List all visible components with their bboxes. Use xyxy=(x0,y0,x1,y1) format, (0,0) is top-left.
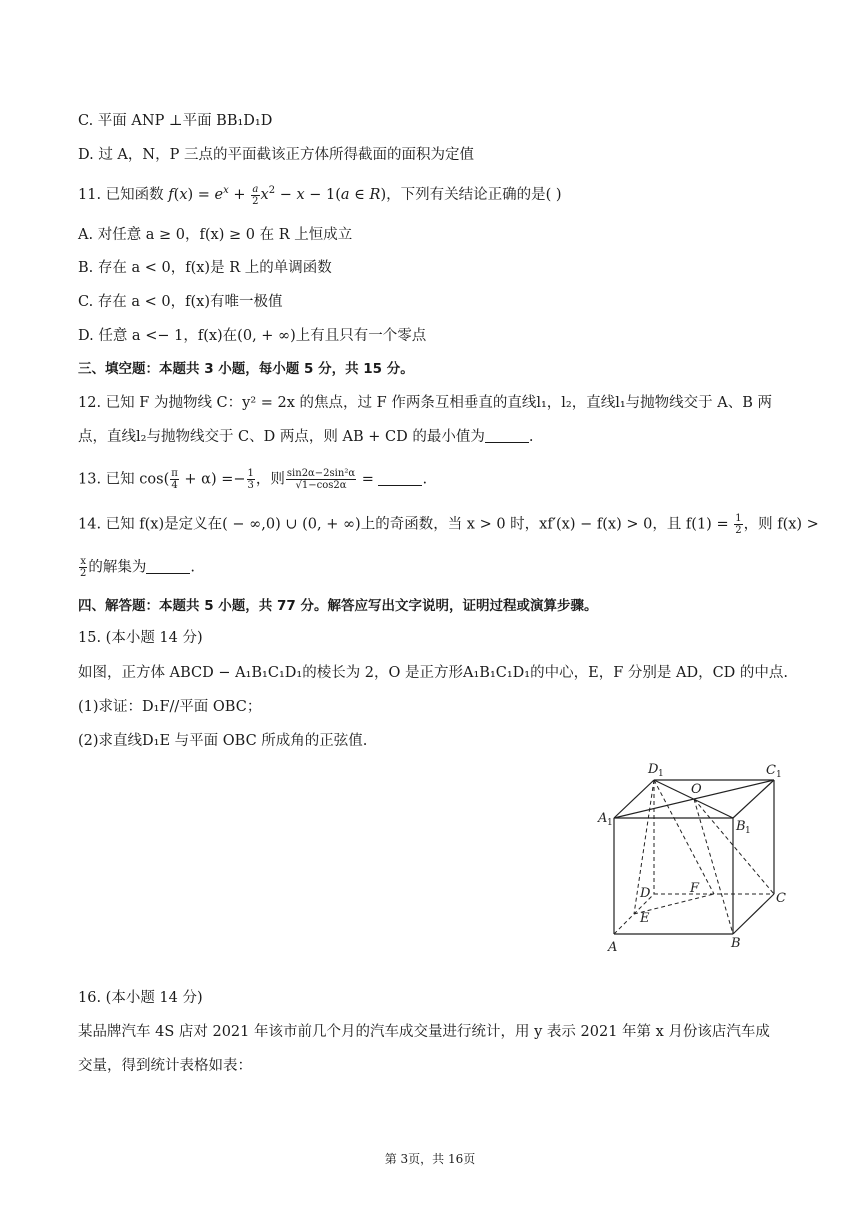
q15-header: 15. (本小题 14 分) xyxy=(78,630,203,646)
label-c1: C xyxy=(766,763,776,778)
q16-line-2: 交量，得到统计表格如表： xyxy=(78,1058,252,1074)
label-e: E xyxy=(640,911,650,926)
q14-line-1-end: ，则 f(x) > xyxy=(743,516,819,533)
section-4-heading: 四、解答题：本题共 5 小题，共 77 分。解答应写出文字说明，证明过程或演算步骤。 xyxy=(78,598,598,614)
q13-equals: = xyxy=(357,471,379,488)
label-d: D xyxy=(640,886,651,901)
label-a1: A xyxy=(598,811,608,826)
q11-function-formula: $f(x) = e^x$ + $\frac{a}{2}$ $x^2 - x - 1(a$ ∈ R) xyxy=(168,183,387,207)
q12-line-1: 12. 已知 F 为抛物线 C：y² = 2x 的焦点，过 F 作两条互相垂直的直线l₁，l₂，直线l₁与抛物线交于 A、B 两 xyxy=(78,395,773,411)
q12-line-2-end: . xyxy=(528,429,534,445)
q14-line-2-end: . xyxy=(190,559,195,576)
q14-line-2-text: 的解集为 xyxy=(88,559,147,576)
q16-line-1: 某品牌汽车 4S 店对 2021 年该市前几个月的汽车成交量进行统计，用 y 表示 2021 年第 x 月份该店汽车成 xyxy=(78,1024,770,1040)
label-c1-sub: 1 xyxy=(776,770,782,780)
label-a1-sub: 1 xyxy=(607,818,613,828)
q12-line-2-text: 点，直线l₂与抛物线交于 C、D 两点，则 AB + CD 的最小值为 xyxy=(78,429,485,445)
q13-expression-frac: $\frac{\text{sin2α−2sin²α}}{√1-\cos 2\alpha}$ xyxy=(286,468,356,491)
q15-part-2: (2)求直线D₁E 与平面 OBC 所成角的正弦值. xyxy=(78,733,368,749)
q14-frac-x-2: $\frac{x}{2}$ xyxy=(80,556,87,579)
q16-header: 16. (本小题 14 分) xyxy=(78,990,203,1006)
q12-line-2 xyxy=(78,427,533,447)
q13-prefix: 13. 已知 cos( xyxy=(78,471,170,488)
q14-frac-1-2: $\frac{1}{2}$ xyxy=(735,513,742,536)
q12-answer-blank xyxy=(485,428,529,443)
cube-figure xyxy=(596,756,796,956)
q11-stem xyxy=(78,181,562,207)
label-b1-sub: 1 xyxy=(745,826,751,836)
hidden-d1-f xyxy=(654,780,714,894)
page-footer: 第 3页，共 16页 xyxy=(384,1152,476,1166)
q14-answer-blank xyxy=(146,559,190,574)
q13-frac-1-3: $\frac{1}{3}$ xyxy=(247,468,254,491)
q13-end: . xyxy=(422,471,428,488)
q10-option-d: D. 过 A，N，P 三点的平面截该正方体所得截面的面积为定值 xyxy=(78,147,474,163)
label-d1-sub: 1 xyxy=(658,769,664,779)
q13-line xyxy=(78,468,427,491)
label-d1: D xyxy=(648,762,659,777)
q13-frac-pi-4: $\frac{\pi}{4}$ xyxy=(171,468,178,491)
label-a: A xyxy=(608,940,618,955)
section-3-heading: 三、填空题：本题共 3 小题，每小题 5 分，共 15 分。 xyxy=(78,361,414,377)
q11-option-b: B. 存在 a < 0，f(x)是 R 上的单调函数 xyxy=(78,260,332,276)
q14-line-2 xyxy=(78,556,195,579)
q11-option-a: A. 对任意 a ≥ 0，f(x) ≥ 0 在 R 上恒成立 xyxy=(78,227,353,243)
label-c: C xyxy=(776,891,786,906)
label-f: F xyxy=(690,881,700,896)
q11-option-c: C. 存在 a < 0，f(x)有唯一极值 xyxy=(78,294,283,310)
q11-option-d: D. 任意 a <− 1，f(x)在(0, + ∞)上有且只有一个零点 xyxy=(78,328,427,344)
edge-a1-d1 xyxy=(614,780,654,818)
label-o: O xyxy=(691,782,702,797)
hidden-o-b xyxy=(694,799,733,934)
q13-mid: + α) =− xyxy=(179,471,246,488)
label-b1: B xyxy=(736,819,746,834)
q13-answer-blank xyxy=(378,471,422,486)
edge-b-c xyxy=(733,894,774,934)
q14-line-1 xyxy=(78,513,819,536)
q10-option-c: C. 平面 ANP ⊥平面 BB₁D₁D xyxy=(78,113,273,129)
q11-stem-suffix: ，下列有关结论正确的是( ) xyxy=(386,187,562,203)
q11-stem-prefix: 11. 已知函数 xyxy=(78,187,169,203)
q15-part-1: (1)求证：D₁F//平面 OBC； xyxy=(78,699,262,715)
edge-b1-c1 xyxy=(733,780,774,818)
q15-stem: 如图，正方体 ABCD − A₁B₁C₁D₁的棱长为 2，O 是正方形A₁B₁C₁D₁的中心，E，F 分别是 AD，CD 的中点. xyxy=(78,665,789,681)
label-b: B xyxy=(731,936,741,951)
q13-then: ，则 xyxy=(255,471,285,488)
q14-line-1-text: 14. 已知 f(x)是定义在( − ∞,0) ∪ (0, + ∞)上的奇函数，当 x > 0 时，xf′(x) − f(x) > 0，且 f(1) = xyxy=(78,516,734,533)
